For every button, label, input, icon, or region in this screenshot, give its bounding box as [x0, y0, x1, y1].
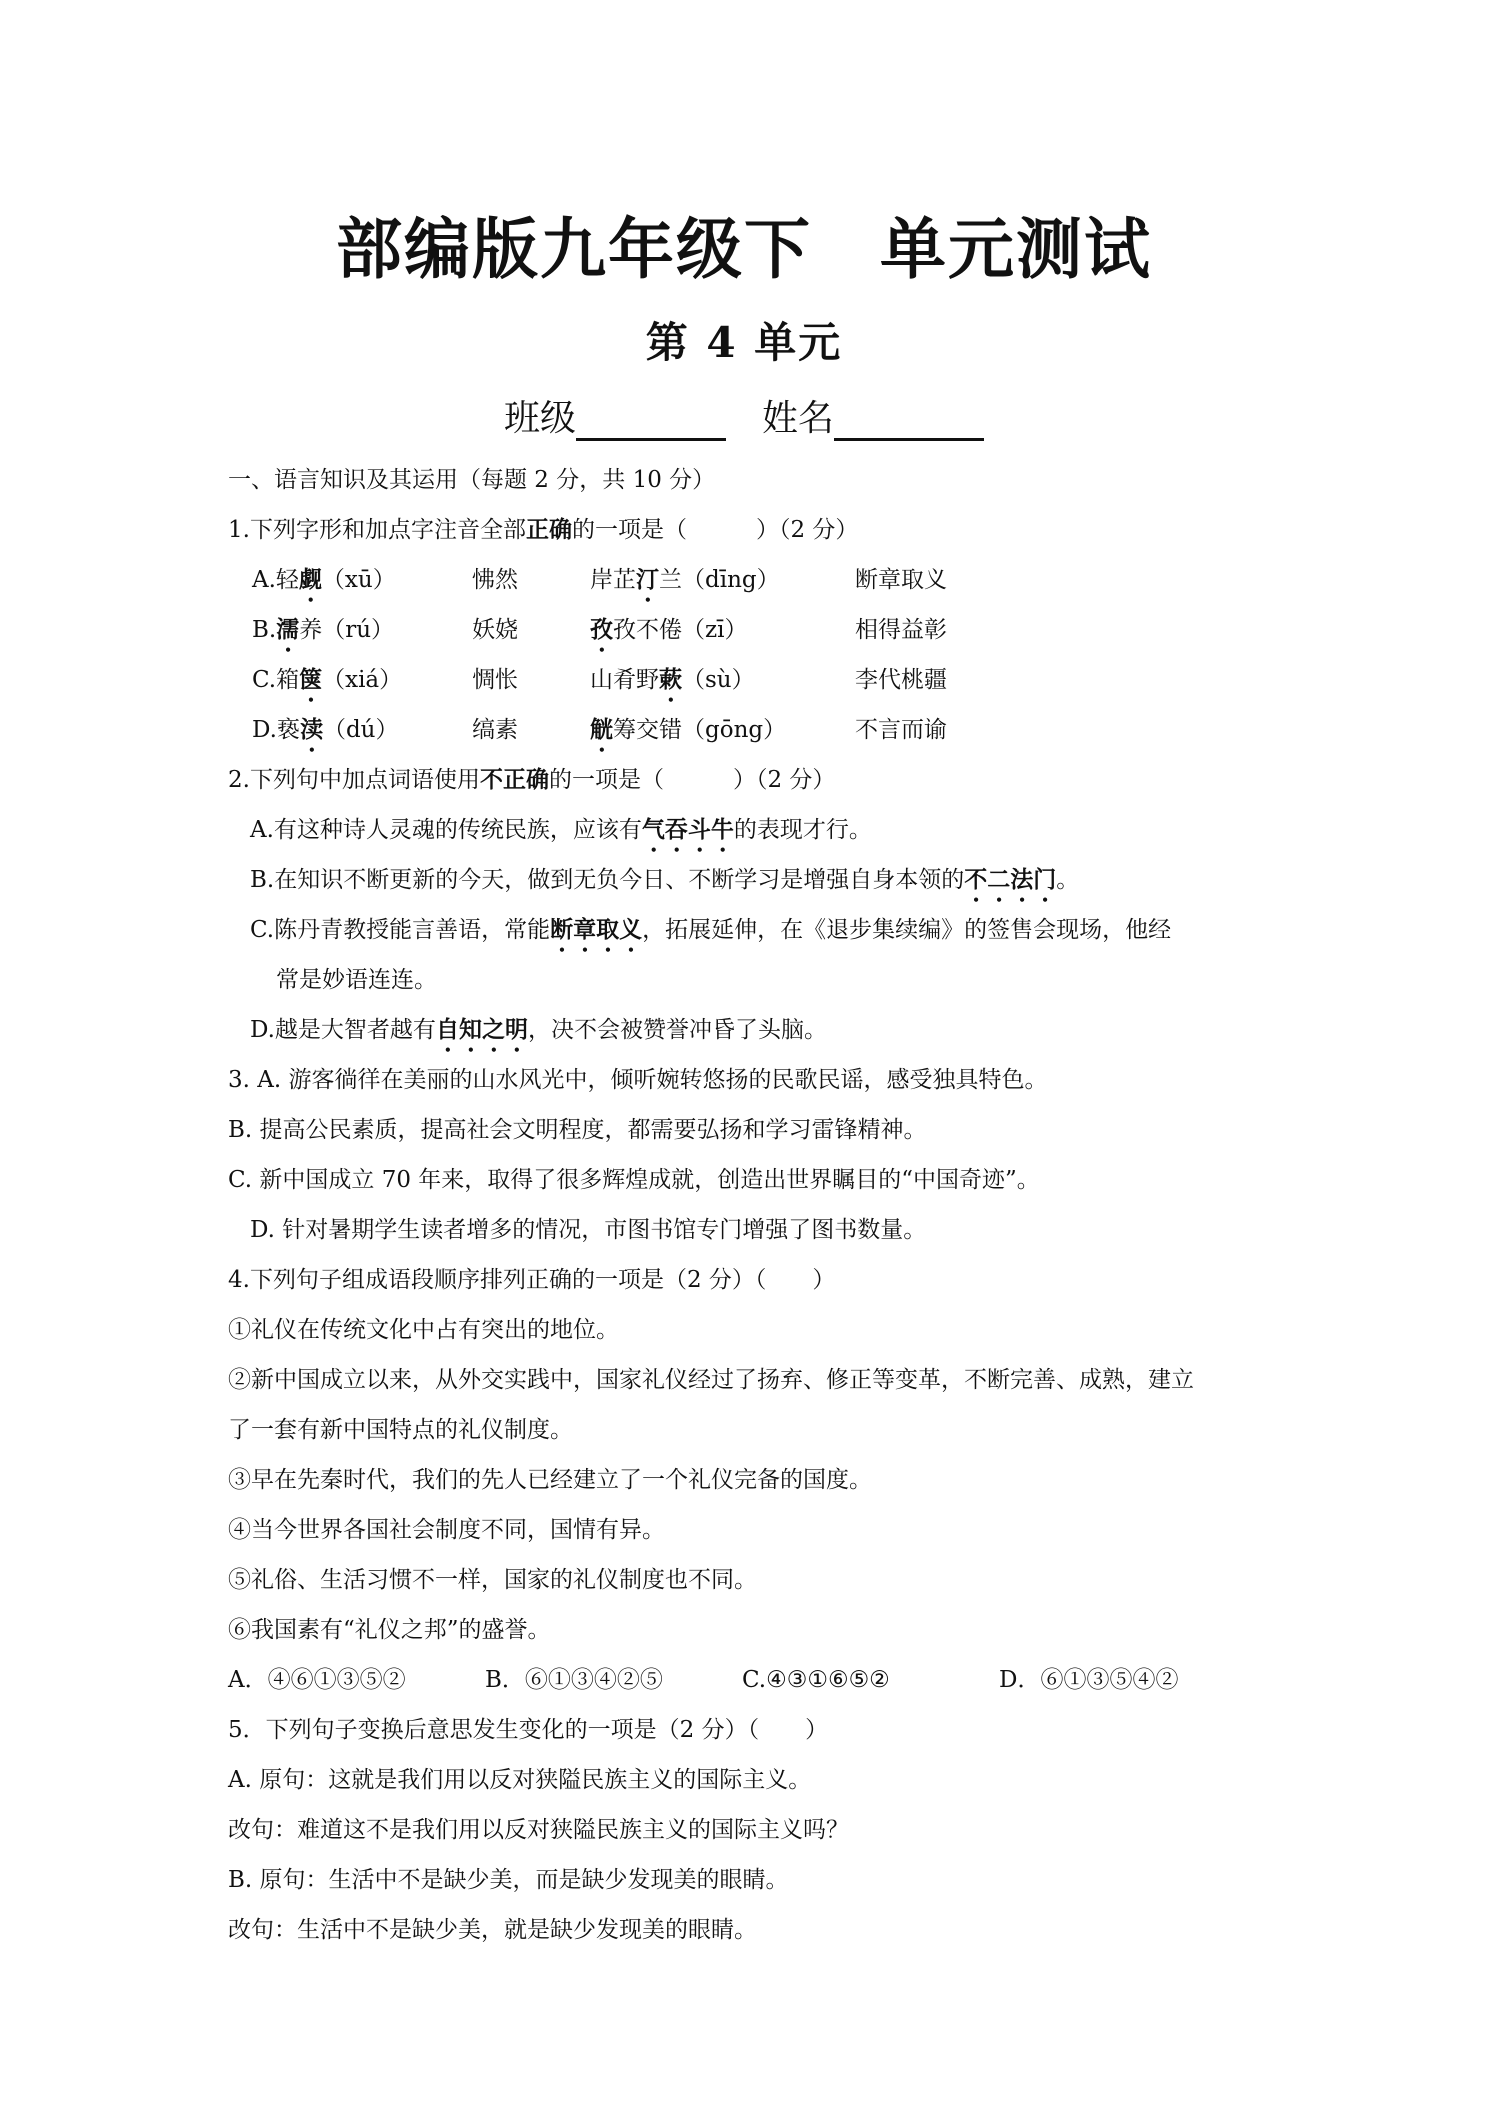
q4-option-c: C.④③①⑥⑤② [742, 1667, 890, 1693]
q4-sentence-2-cont: 了一套有新中国特点的礼仪制度。 [228, 1417, 573, 1443]
q2-option-c: C.陈丹青教授能言善语，常能断章取义，拓展延伸，在《退步集续编》的签售会现场，他经 [250, 916, 1172, 943]
q5-a-revised: 改句：难道这不是我们用以反对狭隘民族主义的国际主义吗？ [228, 1817, 849, 1843]
q3-option-c: C. 新中国成立 70 年来，取得了很多辉煌成就，创造出世界瞩目的“中国奇迹”。 [228, 1167, 1040, 1193]
q4-sentence-3: ③早在先秦时代，我们的先人已经建立了一个礼仪完备的国度。 [228, 1467, 872, 1493]
q3-option-d: D. 针对暑期学生读者增多的情况，市图书馆专门增强了图书数量。 [250, 1217, 927, 1243]
q1-option-c: C.箱箧（xiá） 惆怅 山肴野蔌（sù） 李代桃疆 [252, 666, 947, 693]
q4-option-d: D．⑥①③⑤④② [999, 1667, 1179, 1693]
q5-a-original: A. 原句：这就是我们用以反对狭隘民族主义的国际主义。 [228, 1767, 812, 1793]
q4-stem: 4.下列句子组成语段顺序排列正确的一项是（2 分）（ ） [228, 1267, 836, 1293]
unit-subtitle: 第 4 单元 [645, 318, 843, 367]
question-content [228, 455, 1288, 1955]
q2-option-d: D.越是大智者越有自知之明，决不会被赞誉冲昏了头脑。 [250, 1016, 827, 1043]
q2-option-c-cont: 常是妙语连连。 [276, 967, 437, 993]
q4-sentence-5: ⑤礼俗、生活习惯不一样，国家的礼仪制度也不同。 [228, 1567, 757, 1593]
section-heading: 一、语言知识及其运用（每题 2 分，共 10 分） [228, 467, 716, 493]
q5-b-revised: 改句：生活中不是缺少美，就是缺少发现美的眼睛。 [228, 1917, 757, 1943]
q2-option-b: B.在知识不断更新的今天，做到无负今日、不断学习是增强自身本领的不二法门。 [250, 866, 1080, 893]
q3-option-b: B. 提高公民素质，提高社会文明程度，都需要弘扬和学习雷锋精神。 [228, 1117, 927, 1143]
class-name-line [0, 390, 1488, 441]
name-label: 姓名 [762, 398, 835, 439]
name-blank [834, 402, 984, 441]
q1-stem: 1.下列字形和加点字注音全部正确的一项是（ ）（2 分） [228, 516, 859, 543]
q3-option-a: 3. A. 游客徜徉在美丽的山水风光中，倾听婉转悠扬的民歌民谣，感受独具特色。 [228, 1067, 1048, 1093]
q4-sentence-4: ④当今世界各国社会制度不同，国情有异。 [228, 1517, 665, 1543]
q2-option-a: A.有这种诗人灵魂的传统民族，应该有气吞斗牛的表现才行。 [250, 816, 872, 843]
class-blank [576, 402, 726, 441]
q1-option-a: A.轻觑（xū） 怫然 岸芷汀兰（dīng） 断章取义 [252, 566, 947, 593]
q5-stem: 5．下列句子变换后意思发生变化的一项是（2 分）（ ） [228, 1717, 829, 1743]
q4-option-a: A．④⑥①③⑤② [228, 1667, 406, 1693]
q1-option-b: B.濡养（rú） 妖娆 孜孜不倦（zī） 相得益彰 [252, 616, 947, 643]
q4-sentence-6: ⑥我国素有“礼仪之邦”的盛誉。 [228, 1617, 551, 1643]
q4-sentence-1: ①礼仪在传统文化中占有突出的地位。 [228, 1317, 619, 1343]
q4-options [228, 1655, 1288, 1705]
q4-sentence-2: ②新中国成立以来，从外交实践中，国家礼仪经过了扬弃、修正等变革，不断完善、成熟，建立 [228, 1367, 1194, 1393]
q2-stem: 2.下列句中加点词语使用不正确的一项是（ ）（2 分） [228, 766, 836, 793]
class-label: 班级 [503, 398, 576, 439]
page-title: 部编版九年级下 单元测试 [336, 211, 1152, 288]
q5-b-original: B. 原句：生活中不是缺少美，而是缺少发现美的眼睛。 [228, 1867, 789, 1893]
q4-option-b: B．⑥①③④②⑤ [485, 1667, 663, 1693]
q1-option-d: D.亵渎（dú） 缟素 觥筹交错（gōng） 不言而谕 [252, 716, 947, 743]
